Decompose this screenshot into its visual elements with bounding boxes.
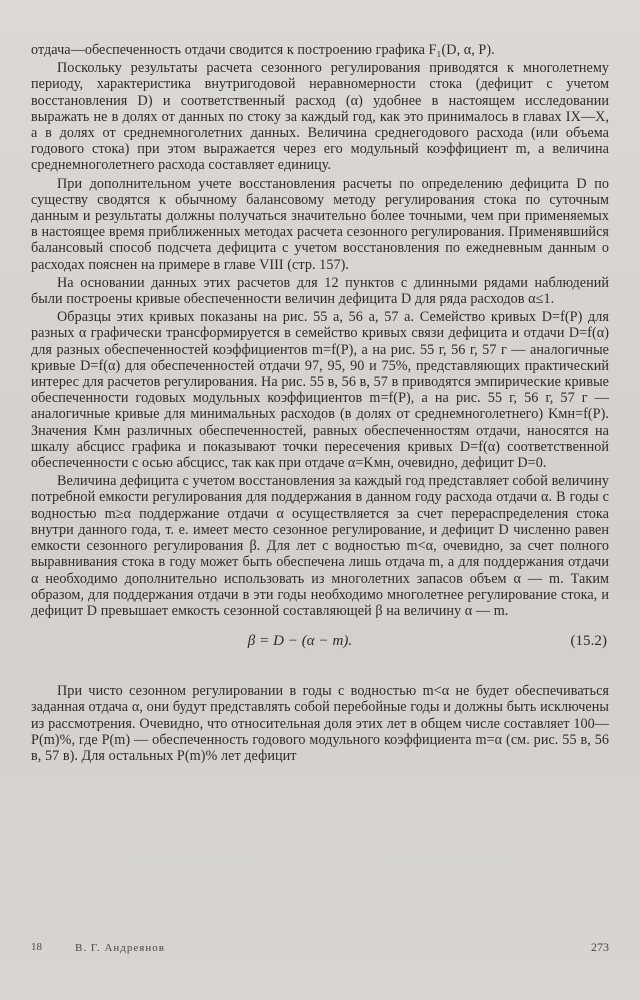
paragraph-4: На основании данных этих расчетов для 12 пунктов с длинными рядами наблюдений были построены кривые обеспеченности величин дефицита D для ряда расходов α≤1.: [31, 274, 609, 308]
author-name: В. Г. Андреянов: [75, 942, 165, 954]
page-number: 273: [591, 940, 609, 954]
signature-mark: 18: [31, 941, 42, 953]
equation-number: (15.2): [570, 633, 607, 650]
equation-15-2: [31, 625, 609, 665]
paragraph-3: При дополнительном учете восстановления расчеты по определению дефицита D по существу сводятся к обычному балансовому методу регулирования стока по суточным данным и результаты должны получаться значительно более точными, чем при применяемых в настоящее время приближенных методах расчета сезонного регулирования. Применявшийся балансовый способ подсчета дефицита с учетом восстановления по ежедневным данным о расходах пояснен на примере в главе VIII (стр. 157).: [31, 175, 609, 273]
body-text: [31, 42, 609, 766]
paragraph-2: Поскольку результаты расчета сезонного регулирования приводятся к многолетнему периоду, характеристика внутригодовой неравномерности стока (дефицит с учетом восстановления D) и соответственный расход (α) удобнее в настоящем исследовании выражать не в долях от данных по стоку за каждый год, как это принималось в главах IX—X, а в долях от среднемноголетних данных. Величина среднегодового расхода (или объема годового стока) при этом выражается через его модульный коэффициент m, а величина среднемноголетнего расхода составляет единицу.: [31, 60, 609, 174]
paragraph-7: При чисто сезонном регулировании в годы с водностью m<α не будет обеспечиваться заданная отдача α, они будут представлять собой перебойные годы и должны быть исключены из рассмотрения. Очевидно, что относительная доля этих лет в общем числе составляет 100—P(m)%, где P(m) — обеспеченность годового модульного коэффициента m=α (см. рис. 55 в, 56 в, 57 в). Для остальных P(m)% лет дефицит: [31, 683, 609, 764]
paragraph-6: Величина дефицита с учетом восстановления за каждый год представляет собой величину потребной емкости регулирования для поддержания в данном году расхода отдачи α. В годы с водностью m≥α поддержание отдачи α осуществляется за счет перераспределения стока внутри данного года, т. е. имеет место сезонное регулирование, и дефицит D численно равен емкости сезонного регулирования β. Для лет с водностью m<α, очевидно, за счет полного выравнивания стока в году может быть обеспечена лишь отдача m, а для поддержания отдачи α необходимо дополнительно использовать из многолетних запасов объем α — m. Таким образом, для поддержания отдачи в эти годы необходимо многолетнее регулирование стока, и дефицит D превышает емкость сезонной составляющей β на величину α — m.: [31, 473, 609, 619]
paragraph-1: отдача—обеспеченность отдачи сводится к построению графика F₁(D, α, P).: [31, 42, 495, 58]
equation-expression: β = D − (α − m).: [247, 633, 353, 650]
paragraph-5: Образцы этих кривых показаны на рис. 55 а, 56 а, 57 а. Семейство кривых D=f(P) для разных α графически трансформируется в семейство кривых связи дефицита и отдачи D=f(α) для разных обеспеченностей коэффициентов m=f(P), а на рис. 55 г, 56 г, 57 г — аналогичные кривые D=f(α) для обеспеченностей отдачи 97, 95, 90 и 75%, представляющих практический интерес для расчетов регулирования. На рис. 55 в, 56 в, 57 в приводятся эмпирические кривые обеспеченности годовых модульных коэффициентов m=f(P), а на рис. 55 г, 56 г, 57 г — аналогичные кривые для минимальных расходов (в долях от среднемноголетнего) Kмн=f(P). Значения Kмн различных обеспеченностей, равных обеспеченностям отдачи, наносятся на шкалу абсцисс графика и показывают точки пересечения кривых D=f(α) соответственной обеспеченности с осью абсцисс, так как при отдаче α=Kмн, очевидно, дефицит D=0.: [31, 309, 609, 472]
